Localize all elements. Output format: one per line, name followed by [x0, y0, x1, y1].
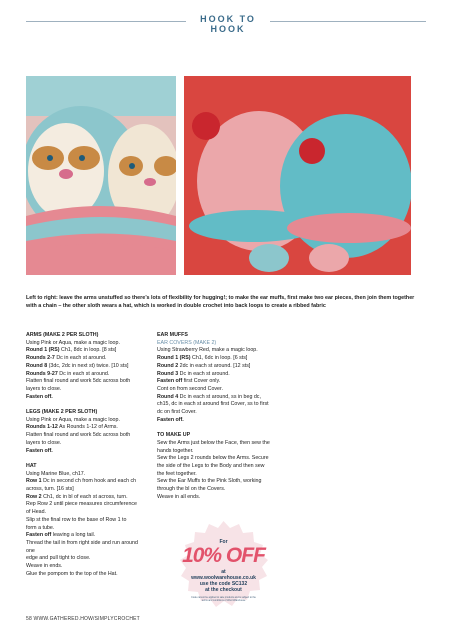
makeup-line: hands together.: [157, 447, 194, 454]
promo-website: www.woolwarehouse.co.uk: [191, 575, 256, 581]
round-text: Dc in each st around.: [178, 370, 230, 377]
hat-line: form a tube.: [26, 524, 55, 531]
pattern-column-left: [26, 332, 146, 578]
arms-line: layers to close.: [26, 385, 62, 392]
round-text: 2dc in each st around. [12 sts]: [178, 362, 251, 369]
makeup-line: Sew the Legs 2 rounds below the Arms. Secure: [157, 455, 269, 462]
round-label: Rounds 9-27: [26, 370, 58, 377]
round-label: Round 1 (RS): [26, 347, 60, 354]
discount-badge: [177, 519, 270, 612]
promo-checkout: at the checkout: [205, 587, 242, 593]
earmuffs-round-3: [157, 371, 282, 379]
section-title: HOOK TO HOOK: [200, 14, 256, 34]
round-label: Round 3: [157, 370, 179, 377]
round-text: Dc in each st around, ss in beg dc,: [178, 393, 261, 400]
promo-at: at: [221, 569, 226, 575]
row-label: Row 2: [26, 493, 42, 500]
round-text: Ch1, 8dc in loop. [8 sts]: [59, 347, 117, 354]
round-text: As Rounds 1-12 of Arms.: [57, 424, 118, 431]
hat-line: edge and pull tight to close.: [26, 555, 91, 562]
ear-covers-subheading: EAR COVERS (MAKE 2): [157, 339, 217, 346]
arms-fasten-off: Fasten off.: [26, 393, 53, 400]
page-header: [0, 14, 452, 34]
legs-heading: LEGS (MAKE 2 PER SLOTH): [26, 409, 98, 416]
earmuffs-heading: EAR MUFFS: [157, 332, 188, 338]
legs-line: Using Pink or Aqua, make a magic loop.: [26, 416, 120, 423]
hat-line: Slip st the final row to the base of Row 1 to: [26, 516, 127, 523]
promo-for: For: [219, 539, 228, 545]
earmuffs-line: Cont on from second Cover.: [157, 385, 223, 392]
earmuffs-round-1: [157, 355, 282, 363]
arms-round-8: [26, 363, 146, 371]
pattern-column-right: [157, 332, 282, 501]
round-label: Round 8: [26, 362, 48, 369]
hat-line: Weave in ends.: [26, 563, 63, 570]
header-rule-left: [26, 21, 186, 22]
promo-discount: 10% OFF: [182, 544, 265, 567]
legs-round-1-12: [26, 424, 146, 432]
row-text: Ch1, dc in bl of each st across, turn.: [41, 493, 128, 500]
earmuffs-round-4: [157, 394, 282, 402]
hat-line: of Head.: [26, 509, 47, 516]
round-text: Dc in each st around.: [54, 355, 107, 362]
legs-line: layers to close.: [26, 439, 62, 446]
arms-line: Using Pink or Aqua, make a magic loop.: [26, 339, 120, 346]
hat-heading: HAT: [26, 462, 37, 469]
hat-fasten-off: [26, 532, 146, 540]
arms-round-9-27: [26, 371, 146, 379]
hat-line: Glue the pompom to the top of the Hat.: [26, 570, 118, 577]
header-rule-right: [270, 21, 426, 22]
arms-round-2-7: [26, 355, 146, 363]
photo-sloths-back: [184, 76, 411, 275]
earmuffs-round-2: [157, 363, 282, 371]
legs-line: Flatten final round and work 5dc across both: [26, 432, 131, 439]
round-label: Rounds 1-12: [26, 424, 58, 431]
makeup-line: Sew the Arms just below the Face, then sew the: [157, 439, 270, 446]
round-label: Rounds 2-7: [26, 355, 55, 362]
fasten-label: Fasten off: [26, 532, 52, 539]
earmuffs-line: Using Strawberry Red, make a magic loop.: [157, 347, 258, 354]
makeup-line: the side of the Legs to the Body and then sew: [157, 462, 265, 469]
fasten-label: Fasten off: [157, 378, 183, 385]
round-label: Round 2: [157, 362, 179, 369]
round-label: Round 1 (RS): [157, 355, 191, 362]
round-label: Round 4: [157, 393, 179, 400]
fasten-text: first Cover only.: [182, 378, 221, 385]
hat-line: Thread the tail in from right side and run around one: [26, 539, 138, 554]
fasten-text: leaving a long tail.: [51, 532, 96, 539]
makeup-line: through the bl on the Covers.: [157, 486, 226, 493]
makeup-line: Sew the Ear Muffs to the Pink Sloth, working: [157, 478, 262, 485]
promo-terms: Code cannot be applied to sale products and is subject to the terms and conditions of Wool Warehouse: [191, 596, 256, 602]
promo-code: use the code SC132: [199, 581, 248, 587]
hat-line: across, turn. [16 sts]: [26, 486, 74, 493]
legs-fasten-off: Fasten off.: [26, 447, 53, 454]
row-text: Dc in second ch from hook and each ch: [41, 478, 137, 485]
arms-round-1: [26, 347, 146, 355]
earmuffs-line: ch15, dc in each st around first Cover, ss to first: [157, 401, 269, 408]
photo-sloths-back-image: [184, 76, 411, 275]
earmuffs-fasten-off: Fasten off.: [157, 416, 184, 423]
photo-sloth-closeup: [26, 76, 176, 275]
round-text: Dc in each st around.: [57, 370, 110, 377]
arms-line: Flatten final round and work 5dc across both: [26, 378, 131, 385]
hat-row-1: [26, 478, 146, 486]
arms-heading: ARMS (MAKE 2 PER SLOTH): [26, 332, 99, 338]
round-text: (3dc, 2dc in next st) twice. [10 sts]: [47, 362, 129, 369]
round-text: Ch1, 6dc in loop. [6 sts]: [190, 355, 248, 362]
earmuffs-line: dc on first Cover.: [157, 409, 197, 416]
hat-row-2: [26, 494, 146, 502]
hat-line: Using Marine Blue, ch17.: [26, 470, 86, 477]
makeup-line: Weave in all ends.: [157, 493, 201, 500]
row-label: Row 1: [26, 478, 42, 485]
earmuffs-fasten-first: [157, 378, 282, 386]
make-up-heading: TO MAKE UP: [157, 432, 191, 439]
makeup-line: the feet together.: [157, 470, 197, 477]
page-footer: 58 WWW.GATHERED.HOW/SIMPLYCROCHET: [26, 616, 140, 622]
photo-sloth-closeup-image: [26, 76, 176, 275]
hat-line: Rep Row 2 until piece measures circumference: [26, 501, 137, 508]
photo-caption: Left to right: leave the arms unstuffed so there’s lots of flexibility for hugging!; to make the ear muffs, first make two ear pieces, then join them together with a chain – the other sloth wears a hat, which is worked in double crochet into back loops to create a ribbed fabric: [26, 295, 415, 309]
